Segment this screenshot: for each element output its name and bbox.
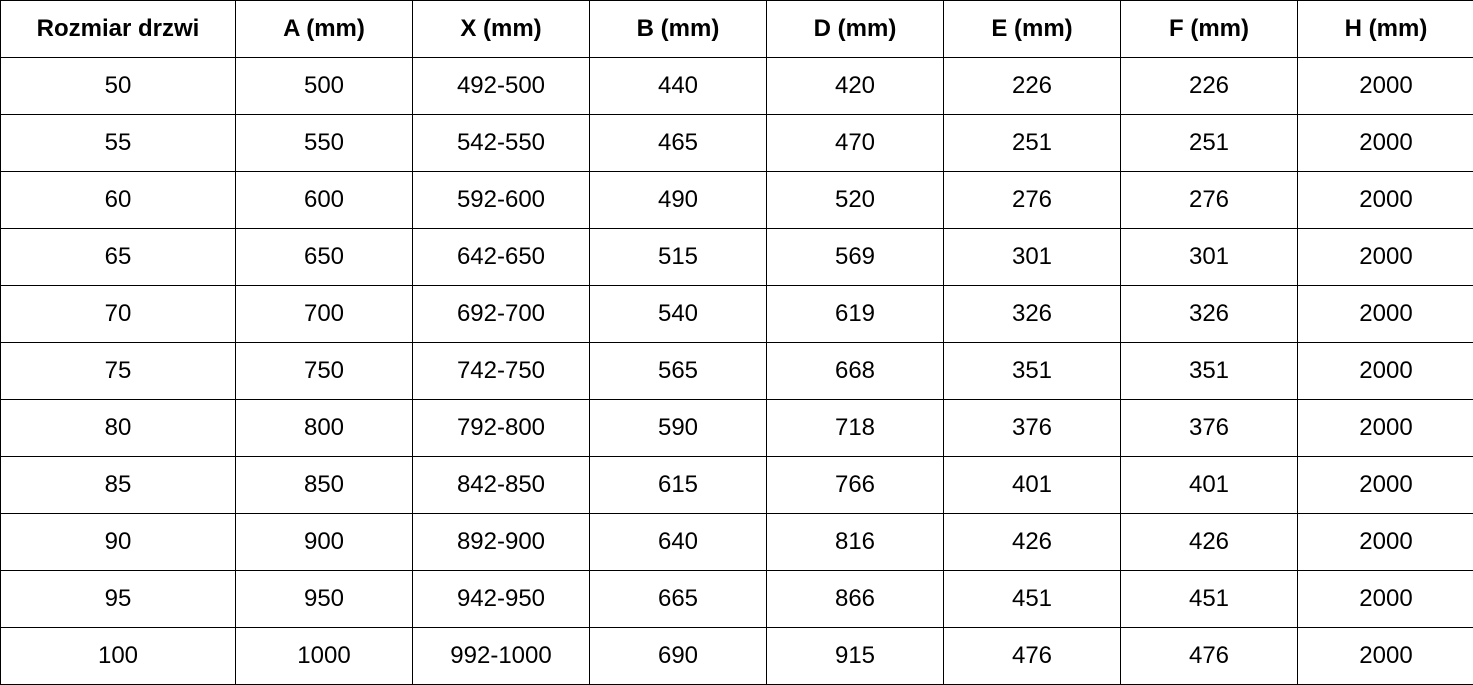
table-row (1, 229, 1473, 286)
table-cell: 70 (1, 286, 236, 343)
table-cell: 540 (590, 286, 767, 343)
table-cell: 992-1000 (413, 628, 590, 685)
table-cell: 542-550 (413, 115, 590, 172)
table-cell: 2000 (1298, 514, 1473, 571)
table-cell: 615 (590, 457, 767, 514)
table-cell: 900 (236, 514, 413, 571)
table-cell: 690 (590, 628, 767, 685)
table-cell: 515 (590, 229, 767, 286)
table-cell: 85 (1, 457, 236, 514)
table-cell: 642-650 (413, 229, 590, 286)
table-cell: 665 (590, 571, 767, 628)
table-cell: 440 (590, 58, 767, 115)
table-cell: 426 (944, 514, 1121, 571)
column-header: B (mm) (590, 1, 767, 58)
table-cell: 2000 (1298, 457, 1473, 514)
table-cell: 470 (767, 115, 944, 172)
table-cell: 569 (767, 229, 944, 286)
table-cell: 550 (236, 115, 413, 172)
table-cell: 465 (590, 115, 767, 172)
column-header: E (mm) (944, 1, 1121, 58)
table-cell: 251 (944, 115, 1121, 172)
table-cell: 80 (1, 400, 236, 457)
table-cell: 326 (944, 286, 1121, 343)
table-cell: 590 (590, 400, 767, 457)
table-cell: 326 (1121, 286, 1298, 343)
table-cell: 226 (1121, 58, 1298, 115)
table-cell: 95 (1, 571, 236, 628)
table-cell: 619 (767, 286, 944, 343)
table-cell: 718 (767, 400, 944, 457)
table-cell: 565 (590, 343, 767, 400)
table-cell: 476 (944, 628, 1121, 685)
table-cell: 276 (1121, 172, 1298, 229)
table-cell: 75 (1, 343, 236, 400)
table-row (1, 571, 1473, 628)
table-row (1, 58, 1473, 115)
table-cell: 2000 (1298, 400, 1473, 457)
table-cell: 600 (236, 172, 413, 229)
table-cell: 90 (1, 514, 236, 571)
column-header: D (mm) (767, 1, 944, 58)
table-cell: 766 (767, 457, 944, 514)
table-row (1, 286, 1473, 343)
column-header: F (mm) (1121, 1, 1298, 58)
table-cell: 915 (767, 628, 944, 685)
table-cell: 426 (1121, 514, 1298, 571)
table-cell: 490 (590, 172, 767, 229)
table-cell: 451 (944, 571, 1121, 628)
header-row (1, 1, 1473, 58)
table-cell: 351 (944, 343, 1121, 400)
table-row (1, 514, 1473, 571)
table-cell: 451 (1121, 571, 1298, 628)
table-cell: 668 (767, 343, 944, 400)
table-cell: 850 (236, 457, 413, 514)
column-header: Rozmiar drzwi (1, 1, 236, 58)
table-cell: 640 (590, 514, 767, 571)
table-cell: 942-950 (413, 571, 590, 628)
table-cell: 2000 (1298, 172, 1473, 229)
table-cell: 401 (1121, 457, 1298, 514)
table-cell: 2000 (1298, 571, 1473, 628)
table-cell: 892-900 (413, 514, 590, 571)
table-cell: 351 (1121, 343, 1298, 400)
table-cell: 2000 (1298, 343, 1473, 400)
table-cell: 800 (236, 400, 413, 457)
table-cell: 592-600 (413, 172, 590, 229)
table-cell: 742-750 (413, 343, 590, 400)
table-row (1, 628, 1473, 685)
table-cell: 816 (767, 514, 944, 571)
table-row (1, 172, 1473, 229)
table-cell: 226 (944, 58, 1121, 115)
table-cell: 692-700 (413, 286, 590, 343)
table-body (1, 58, 1473, 685)
table-cell: 276 (944, 172, 1121, 229)
table-cell: 376 (944, 400, 1121, 457)
table-cell: 50 (1, 58, 236, 115)
table-row (1, 343, 1473, 400)
table-cell: 1000 (236, 628, 413, 685)
table-cell: 2000 (1298, 58, 1473, 115)
table-cell: 376 (1121, 400, 1298, 457)
table-cell: 60 (1, 172, 236, 229)
table-cell: 700 (236, 286, 413, 343)
table-cell: 301 (1121, 229, 1298, 286)
table-cell: 950 (236, 571, 413, 628)
table-cell: 301 (944, 229, 1121, 286)
table-cell: 2000 (1298, 115, 1473, 172)
table-row (1, 400, 1473, 457)
column-header: X (mm) (413, 1, 590, 58)
table-cell: 251 (1121, 115, 1298, 172)
table-cell: 401 (944, 457, 1121, 514)
table-cell: 476 (1121, 628, 1298, 685)
table-cell: 100 (1, 628, 236, 685)
table-cell: 2000 (1298, 229, 1473, 286)
table-cell: 866 (767, 571, 944, 628)
table-row (1, 115, 1473, 172)
column-header: A (mm) (236, 1, 413, 58)
table-row (1, 457, 1473, 514)
table-cell: 2000 (1298, 286, 1473, 343)
table-cell: 55 (1, 115, 236, 172)
table-cell: 500 (236, 58, 413, 115)
table-cell: 842-850 (413, 457, 590, 514)
table-cell: 2000 (1298, 628, 1473, 685)
table-cell: 492-500 (413, 58, 590, 115)
table-cell: 650 (236, 229, 413, 286)
table-cell: 65 (1, 229, 236, 286)
table-cell: 750 (236, 343, 413, 400)
table-cell: 520 (767, 172, 944, 229)
column-header: H (mm) (1298, 1, 1473, 58)
table-cell: 420 (767, 58, 944, 115)
table-cell: 792-800 (413, 400, 590, 457)
